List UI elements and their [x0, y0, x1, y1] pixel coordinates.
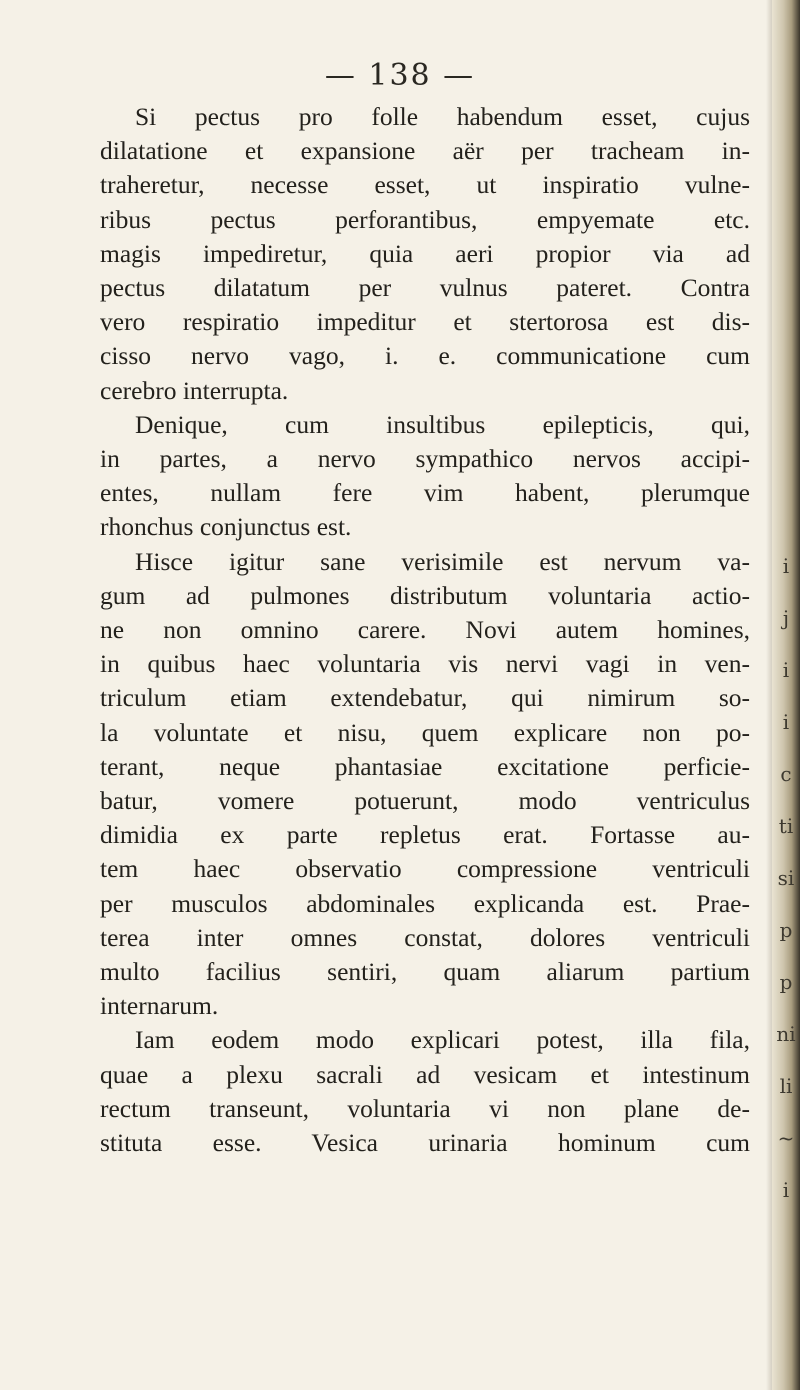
- text-line: Iam eodem modo explicari potest, illa fila,: [135, 1025, 750, 1055]
- text-line: cerebro interrupta.: [100, 375, 289, 405]
- facing-page-text-fragments: [776, 540, 796, 1216]
- text-line: la voluntate et nisu, quem explicare non po-: [100, 717, 750, 747]
- edge-fragment: si: [777, 866, 795, 890]
- edge-fragment: ni: [776, 1022, 796, 1046]
- text-line: traheretur, necesse esset, ut inspiratio vulne-: [100, 170, 750, 200]
- text-line: pectus dilatatum per vulnus pateret. Contra: [100, 273, 750, 303]
- text-line: rectum transeunt, voluntaria vi non plane de-: [100, 1093, 750, 1123]
- text-line: Hisce igitur sane verisimile est nervum va-: [135, 546, 750, 576]
- text-line: magis impediretur, quia aeri propior via ad: [100, 238, 750, 268]
- text-line: in quibus haec voluntaria vis nervi vagi in ven-: [100, 649, 750, 679]
- text-line: gum ad pulmones distributum voluntaria actio-: [100, 580, 750, 610]
- text-line: vero respiratio impeditur et stertorosa est dis-: [100, 307, 750, 337]
- body-text: [100, 100, 750, 1160]
- text-line: triculum etiam extendebatur, qui nimirum so-: [100, 683, 750, 713]
- text-line: Si pectus pro folle habendum esset, cujus: [135, 102, 750, 131]
- text-line: dilatatione et expansione aër per tracheam in-: [100, 136, 750, 166]
- edge-fragment: i: [782, 554, 790, 578]
- text-line: cisso nervo vago, i. e. communicatione cum: [100, 341, 750, 371]
- text-line: quae a plexu sacrali ad vesicam et intestinum: [100, 1059, 750, 1089]
- edge-fragment: ~: [777, 1126, 795, 1150]
- text-line: batur, vomere potuerunt, modo ventriculus: [100, 786, 750, 816]
- text-line: in partes, a nervo sympathico nervos accipi-: [100, 444, 750, 474]
- text-line: tem haec observatio compressione ventriculi: [100, 854, 750, 884]
- text-line: stituta esse. Vesica urinaria hominum cum: [100, 1128, 750, 1158]
- text-line: internarum.: [100, 991, 219, 1021]
- text-line: Denique, cum insultibus epilepticis, qui,: [135, 409, 750, 439]
- edge-fragment: li: [779, 1074, 793, 1098]
- edge-fragment: c: [780, 762, 792, 786]
- text-line: ne non omnino carere. Novi autem homines,: [100, 615, 750, 645]
- text-line: dimidia ex parte repletus erat. Fortasse au-: [100, 820, 750, 850]
- edge-fragment: p: [779, 918, 793, 942]
- text-line: ribus pectus perforantibus, empyemate etc.: [100, 204, 750, 234]
- edge-fragment: p: [779, 970, 793, 994]
- edge-fragment: i: [782, 658, 790, 682]
- page-number: — 138 —: [324, 58, 476, 93]
- text-line: entes, nullam fere vim habent, plerumque: [100, 478, 750, 508]
- text-line: rhonchus conjunctus est.: [100, 512, 352, 542]
- edge-fragment: i: [782, 1178, 790, 1202]
- text-line: multo facilius sentiri, quam aliarum partium: [100, 957, 750, 987]
- edge-fragment: j: [782, 606, 790, 630]
- text-line: per musculos abdominales explicanda est. Prae-: [100, 888, 750, 918]
- edge-fragment: i: [782, 710, 790, 734]
- text-line: terant, neque phantasiae excitatione perficie-: [100, 751, 750, 781]
- text-line: terea inter omnes constat, dolores ventriculi: [100, 922, 750, 952]
- edge-fragment: ti: [778, 814, 794, 838]
